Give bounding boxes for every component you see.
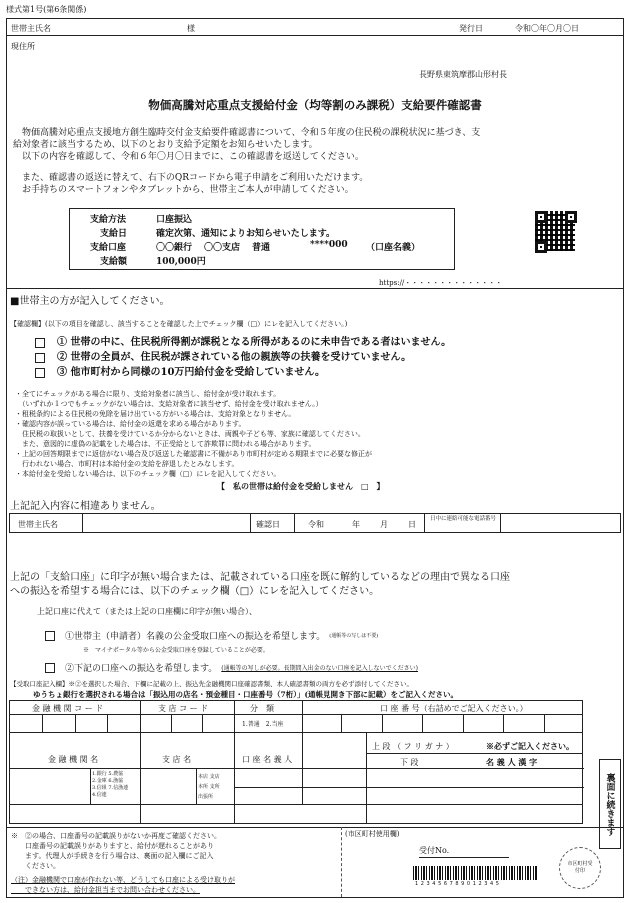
bank-code-header: 金 融 機 関 コ ー ド [32,704,104,713]
bottom-note-line: ※ ②の場合、口座番号の記載誤りがないか再度ご確認ください。 [11,832,221,840]
confirm-item-label: ① 世帯の中に、住民税所得割が課税となる所得があるのに未申告である者はいません。 [57,337,452,348]
acct-no-input[interactable] [302,714,584,732]
option-1-sub: ※ マイナポータル等から公金受取口座を登録していることが必要。 [83,647,269,654]
note-line: 行われない場合、市町村は本給付金の支給を辞退したとみなします。 [15,460,239,468]
kanji-label: 下 段 [400,758,419,767]
continue-on-back: 裏面に続きます [599,759,621,849]
sign-name-label: 世帯主氏名 [18,520,58,529]
confirm-checkbox-3[interactable] [35,368,45,378]
acct-heading: 【受取口座記入欄】※②を選択した場合、下欄に記載の上、振込先金融機関口座確認書類、本人確認書類の両方を必ず添付してください。 [10,680,413,688]
payment-amount-value: 100,000円 [156,257,206,267]
option-1 [45,629,378,642]
page-title: 物価高騰対応重点支援給付金（均等割のみ課税）支給要件確認書 [148,98,482,112]
branch-type-area[interactable] [140,768,234,804]
sign-phone-label: 日中に連絡可能な電話番号 [429,516,496,522]
section2-line: への振込を希望する場合には、以下のチェック欄（□）にレを記入してください。 [10,586,380,597]
payment-holder: （口座名義） [366,243,421,253]
confirm-checkbox-2[interactable] [35,353,45,363]
option-1-checkbox[interactable] [45,631,55,641]
url-text[interactable]: https://・・・・・・・・・・・・・・ [379,279,503,287]
issue-label: 発行日 [459,24,483,33]
yucho-note: ゆうちょ銀行を選択される場合は「振込用の店名・預金種目・口座番号（7桁）」(通帳見開き下部に記載）をご記入ください。 [33,690,459,699]
payment-type: 普通 [252,243,271,253]
sign-date-label: 確認日 [256,520,280,529]
note-line: 住民税の取扱いとして、扶養を受けているか分からないときは、両親や子ども等、家族に確認してください。 [15,430,365,438]
confirm-items [35,335,451,380]
receipt-no-label: 受付No. [419,846,450,855]
bank-type-option[interactable]: 2.金庫 6.漁協 [92,778,124,784]
section1-notes [15,389,372,479]
note-line: ・本給付金を受給しない場合は、以下のチェック欄（□）にレを記入してください。 [15,470,281,478]
kana-note: ※必ずご記入ください。 [486,741,574,751]
sama-label: 様 [187,24,195,33]
note-line: ・確認内容が誤っている場合は、給付金の返還を求める場合があります。 [15,420,246,428]
payment-number: ****000 [310,240,348,250]
note-line: ・租税条約による住民税の免除を届け出ている方がいる場合は、支給対象となりません。 [15,410,296,418]
bank-code-input[interactable] [10,714,140,732]
option-2-note: (通帳等の写しが必要。長期間入出金のない口座を記入しないでください) [221,665,418,672]
note-line: （いずれか１つでもチェックがない場合は、支給対象者に該当せず、給付金を受け取れません。） [15,400,323,408]
category-header: 分 類 [250,704,274,713]
sign-year: 年 [352,520,360,529]
option-1-label: ①世帯主（申請者）名義の公金受取口座への振込を希望します。 [65,632,326,642]
bottom-notes [11,831,235,895]
bank-type-option[interactable]: 1.銀行 5.農協 [92,771,124,777]
bottom-note-line: ます。代理人が手続きを行う場合は、裏面の記入欄にご記入 [11,852,214,860]
branch-type-option[interactable]: 本店 支店 [198,774,220,780]
qr-code-icon[interactable] [535,211,577,253]
intro-line: また、確認書の返送に替えて、右下のQRコードから電子申請をご利用いただけます。 [13,173,369,183]
sign-day: 日 [408,520,416,529]
no-discrepancy-text: 上記記入内容に相違ありません。 [10,501,161,512]
issue-date: 令和〇年〇月〇日 [515,24,579,33]
confirm-item-3 [35,365,451,380]
account-table [9,700,583,824]
payment-amount-label: 支給額 [100,257,128,267]
payment-method-value: 口座振込 [156,215,193,225]
payment-box [69,208,455,270]
sign-reiwa: 令和 [308,520,324,529]
section1-heading: ■世帯主の方が記入してください。 [10,296,170,307]
bank-type-option[interactable]: 4.信連 [92,792,107,798]
confirm-item-label: ② 世帯の全員が、住民税が課されている他の親族等の扶養を受けていません。 [57,352,412,363]
address-label: 現住所 [11,42,35,51]
intro-line: 給対象者に該当するため、以下のとおり支給予定額をお知らせいたします。 [13,140,318,150]
bottom-note-line: できない方は、給付金担当までお問い合わせください。 [11,886,200,894]
form-number: 様式第1号(第6条関係) [6,5,87,14]
holder-grid-input[interactable] [234,768,584,804]
section2-line: 上記の「支給口座」に印字が無い場合または、記載されている口座を既に解約しているなどの理由で異なる口座 [10,572,510,583]
option-1-note: (通帳等の写しは不要) [329,633,379,639]
section2-intro [10,571,510,599]
confirm-item-2 [35,350,451,365]
sign-row [9,513,621,533]
bottom-note-line: ください。 [11,862,60,870]
note-line: ・上記の回答期限までに返信がない場合及び返送した確認書に不備があり市町村が定める期限までに必要な修正が [15,450,372,458]
bottom-note-line: 口座番号の記載誤りがありますと、給付が遅れることがあり [11,842,214,850]
payment-bank: 〇〇銀行 [156,243,193,253]
confirm-checkbox-1[interactable] [35,338,45,348]
payment-branch: 〇〇支店 [204,243,241,253]
intro-line: 以下の内容を確認して、令和６年〇月〇日までに、この確認書を返送してください。 [13,152,364,162]
decline-checkbox[interactable]: 【 私の世帯は給付金を受給しません □ 】 [217,481,385,491]
barcode-icon [413,866,537,880]
office-use-label: (市区町村使用欄) [345,830,400,838]
householder-label: 世帯主氏名 [11,24,51,33]
section2-p2: 上記口座に代えて（または上記の口座欄に印字が無い場合）、 [37,607,257,616]
issuer-name: 長野県東筑摩郡山形村長 [419,70,507,79]
bank-type-area[interactable] [10,768,140,804]
bottom-note-line: （注）金融機関で口座が作れない等、どうしても口座による受け取りが [11,876,235,884]
intro-text [13,127,480,196]
stamp-circle: 市区町村受付印 [559,847,601,889]
kana-label: 上 段 （ フ リ ガ ナ ） [372,742,454,751]
option-2 [45,661,418,674]
bank-name-label: 金 融 機 関 名 [48,755,99,764]
sign-month: 月 [380,520,388,529]
branch-code-input[interactable] [140,714,234,732]
branch-code-header: 支 店 コ ー ド [158,704,209,713]
payment-account-label: 支給口座 [90,243,127,253]
branch-type-option[interactable]: 出張所 [198,794,214,800]
barcode-digits: 1 2 3 4 5 6 7 8 9 0 1 2 3 4 5 [415,881,500,887]
confirm-item-label: ③ 他市町村から同様の10万円給付金を受給していません。 [57,367,325,378]
confirm-note: 【確認欄】(以下の項目を確認し、該当することを確認した上でチェック欄（□）にレを記入してください。) [10,320,348,328]
holder-label: 口 座 名 義 人 [242,755,293,764]
payment-method-label: 支給方法 [90,215,127,225]
payment-date-label: 支給日 [100,229,128,239]
branch-type-option[interactable]: 本所 支所 [198,784,220,790]
confirm-item-1 [35,335,451,350]
kanji-note: 名 義 人 漢 字 [486,757,538,767]
category-options[interactable]: 1.普通 2.当座 [242,721,284,728]
intro-line: 物価高騰対応重点支援地方創生臨時交付金支給要件確認書について、令和５年度の住民税の課税状況に基づき、支 [13,128,481,138]
intro-line: お手持ちのスマートフォンやタブレットから、世帯主ご本人が申請してください。 [13,185,354,195]
option-2-label: ②下記の口座への振込を希望します。 [65,664,218,674]
acct-no-header: 口 座 番 号（右詰めでご記入ください。） [380,704,528,713]
note-line: ・全てにチェックがある場合に限り、支給対象者に該当し、給付金が受け取れます。 [15,390,281,398]
option-2-checkbox[interactable] [45,663,55,673]
form-frame [6,18,624,898]
bank-type-option[interactable]: 3.信組 7.信漁連 [92,785,129,791]
payment-date-value: 確定次第、通知によりお知らせいたします。 [156,229,336,239]
note-line: また、意図的に虚偽の記載をした場合は、不正受給として詐欺罪に問われる場合があります。 [15,440,316,448]
branch-name-label: 支 店 名 [162,755,192,764]
